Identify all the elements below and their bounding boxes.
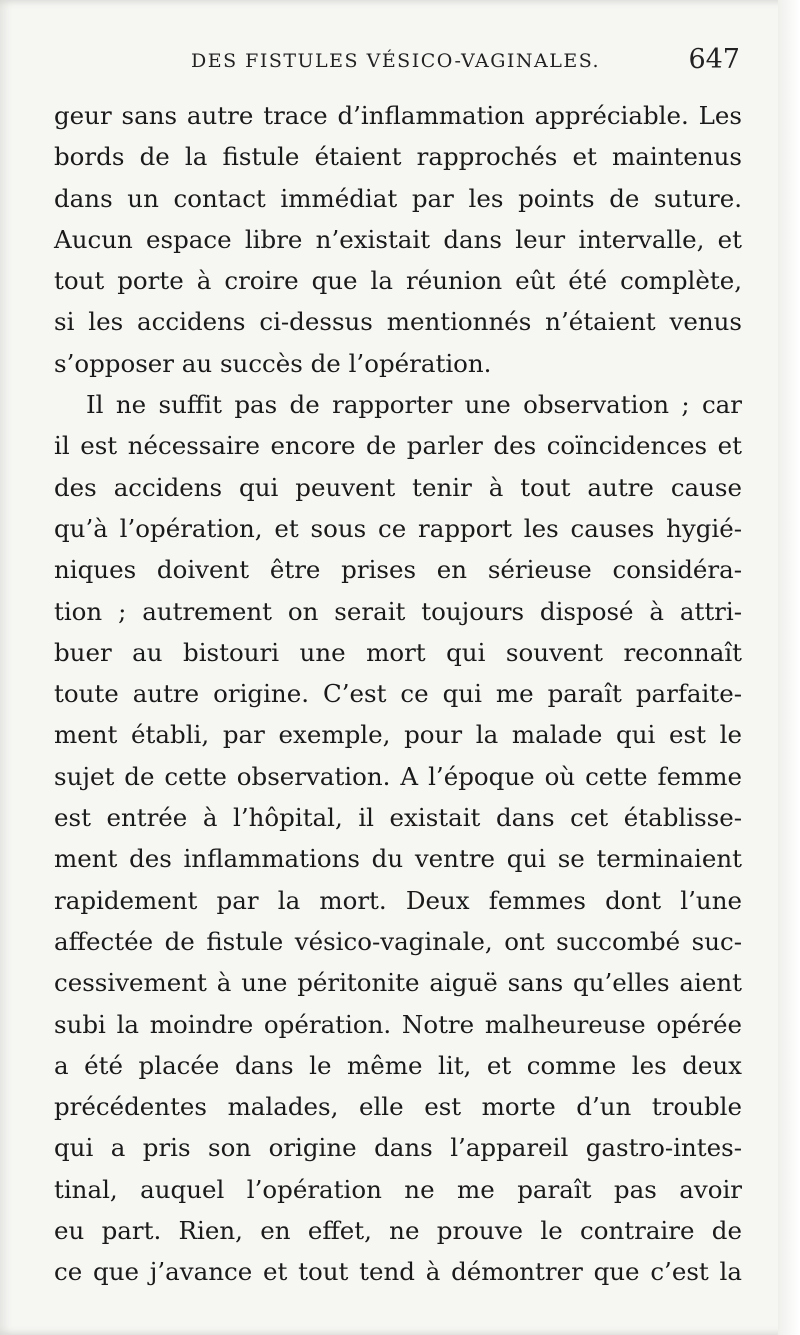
text-line: subi la moindre opération. Notre malheureuse opérée xyxy=(54,1009,742,1039)
text-line: buer au bistouri une mort qui souvent reconnaît xyxy=(54,637,742,667)
page-edge xyxy=(778,0,800,1335)
running-title: DES FISTULES VÉSICO-VAGINALES. xyxy=(191,50,601,72)
text-line: il est nécessaire encore de parler des coïncidences et xyxy=(54,431,742,461)
text-line: ce que j’avance et tout tend à démontrer que c’est la xyxy=(54,1257,742,1287)
page-number: 647 xyxy=(688,44,740,75)
text-line: cessivement à une péritonite aiguë sans qu’elles aient xyxy=(54,968,742,998)
text-line: qui a pris son origine dans l’appareil gastro-intes- xyxy=(54,1133,742,1163)
text-line: tinal, auquel l’opération ne me paraît pas avoir xyxy=(54,1174,742,1204)
text-line: tout porte à croire que la réunion eût été complète, xyxy=(54,266,742,296)
text-line: qu’à l’opération, et sous ce rapport les causes hygié- xyxy=(54,513,742,543)
text-line: dans un contact immédiat par les points de suture. xyxy=(54,183,742,213)
text-line: ment des inflammations du ventre qui se terminaient xyxy=(54,844,742,874)
text-line: eu part. Rien, en effet, ne prouve le contraire de xyxy=(54,1216,742,1246)
text-line: est entrée à l’hôpital, il existait dans cet établisse- xyxy=(54,803,742,833)
text-line: sujet de cette observation. A l’époque où cette femme xyxy=(54,761,742,791)
paragraph xyxy=(54,384,742,1293)
text-line: si les accidens ci-dessus mentionnés n’étaient venus xyxy=(54,307,742,337)
text-line: Il ne suffit pas de rapporter une observation ; car xyxy=(86,390,742,420)
text-line: précédentes malades, elle est morte d’un trouble xyxy=(54,1092,742,1122)
text-line: affectée de fistule vésico-vaginale, ont succombé suc- xyxy=(54,926,742,956)
text-line: a été placée dans le même lit, et comme les deux xyxy=(54,1050,742,1080)
text-line: geur sans autre trace d’inflammation appréciable. Les xyxy=(54,101,742,130)
body-text xyxy=(54,95,742,1293)
text-line: niques doivent être prises en sérieuse considéra- xyxy=(54,555,742,585)
text-line: des accidens qui peuvent tenir à tout autre cause xyxy=(54,472,742,502)
text-line: Aucun espace libre n’existait dans leur intervalle, et xyxy=(54,224,742,254)
paragraph xyxy=(54,95,742,384)
text-line: rapidement par la mort. Deux femmes dont l’une xyxy=(54,885,742,915)
text-line: toute autre origine. C’est ce qui me paraît parfaite- xyxy=(54,679,742,709)
text-line: s’opposer au succès de l’opération. xyxy=(54,348,492,378)
text-line: tion ; autrement on serait toujours disposé à attri- xyxy=(54,596,742,626)
running-head xyxy=(56,44,740,78)
text-line: ment établi, par exemple, pour la malade qui est le xyxy=(54,720,742,750)
text-line: bords de la fistule étaient rapprochés et maintenus xyxy=(54,142,742,172)
